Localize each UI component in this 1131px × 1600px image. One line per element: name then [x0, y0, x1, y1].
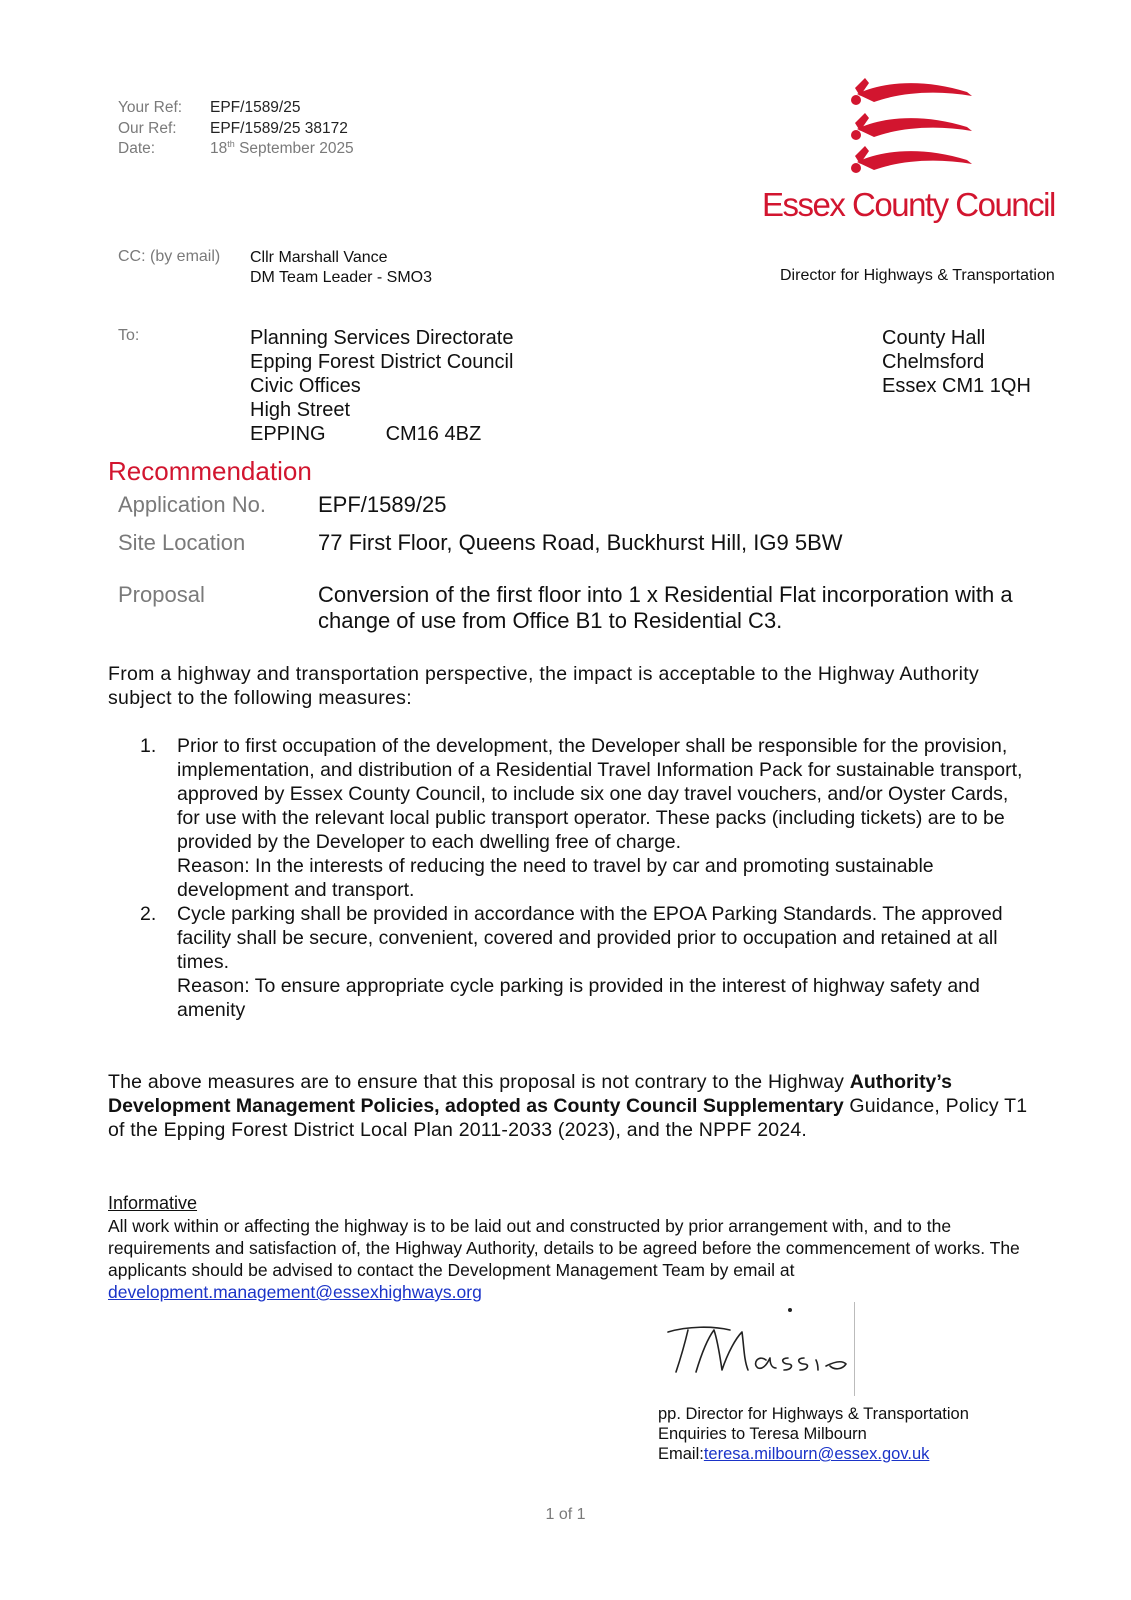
list-item: [140, 902, 1040, 1022]
director-heading: Director for Highways & Transportation: [780, 267, 1055, 284]
measure-number: 2.: [140, 903, 157, 925]
site-location: 77 First Floor, Queens Road, Buckhurst Hill, IG9 5BW: [318, 530, 843, 555]
measure-number: 1.: [140, 735, 157, 757]
date-suffix: th: [227, 138, 235, 149]
address-town-line: [250, 422, 513, 446]
to-label: To:: [118, 327, 140, 344]
measure-text: Cycle parking shall be provided in accordance with the EPOA Parking Standards. The approved facility shall be secure, convenient, covered and provided prior to occupation and retained at all times.: [177, 903, 1003, 973]
page-number: 1 of 1: [545, 1506, 586, 1523]
cc-label: CC: (by email): [118, 248, 221, 265]
conclusion-part1: The above measures are to ensure that this proposal is not contrary to the Highway: [108, 1071, 850, 1093]
signature-block: [658, 1404, 969, 1464]
intro-paragraph: From a highway and transportation perspective, the impact is acceptable to the Highway Authority subject to the following measures:: [108, 663, 979, 709]
sender-address-line: Chelmsford: [882, 351, 985, 373]
cc-recipients: [250, 248, 432, 288]
measure-reason: Reason: In the interests of reducing the need to travel by car and promoting sustainable development and transport.: [177, 855, 934, 901]
our-ref-value: EPF/1589/25 38172: [210, 119, 348, 137]
application-row: [118, 492, 1048, 530]
essex-county-council-logo: [762, 74, 1092, 234]
list-item: [140, 734, 1040, 902]
date-label: Date:: [118, 140, 156, 157]
three-seaxes-icon: [762, 74, 1092, 184]
sender-address: [882, 326, 1031, 398]
application-number: EPF/1589/25: [318, 492, 447, 517]
date-row: [118, 139, 354, 160]
measure-reason: Reason: To ensure appropriate cycle parking is provided in the interest of highway safety and amenity: [177, 975, 980, 1021]
conclusion-bold: Authority’s Development Management Policies, adopted as County Council Supplementary: [108, 1071, 952, 1117]
date-month-year: September 2025: [234, 140, 354, 157]
application-details: [118, 492, 1048, 634]
our-ref-row: [118, 119, 354, 140]
email-label: Email:: [658, 1445, 704, 1463]
site-row: [118, 530, 1048, 582]
your-ref-row: [118, 98, 354, 119]
measure-text: Prior to first occupation of the development, the Developer shall be responsible for the provision, implementation, and distribution of a Residential Travel Information Pack for sustainable transport, approved by Essex County Council, to include six one day travel vouchers, and/or Oyster Cards, for use with the relevant local public transport operator. These packs (including tickets) are to be provided by the Developer to each dwelling free of charge.: [177, 735, 1023, 853]
cc-recipient: DM Team Leader - SMO3: [250, 269, 432, 286]
development-management-email-link[interactable]: development.management@essexhighways.org: [108, 1282, 482, 1302]
signature-enquiries: Enquiries to Teresa Milbourn: [658, 1425, 867, 1443]
proposal-label: Proposal: [118, 582, 205, 607]
informative-body: [108, 1215, 1038, 1303]
recipient-address: [250, 326, 513, 446]
address-postcode: CM16 4BZ: [385, 423, 482, 445]
teresa-email-link[interactable]: teresa.milbourn@essex.gov.uk: [703, 1445, 930, 1463]
application-label: Application No.: [118, 492, 266, 517]
address-line: Epping Forest District Council: [250, 351, 514, 373]
date-day: 18: [210, 140, 228, 157]
recommendation-title: Recommendation: [108, 456, 312, 486]
address-line: High Street: [250, 399, 351, 421]
informative-title: Informative: [108, 1193, 198, 1213]
signature: [658, 1302, 855, 1396]
logo-text: Essex County Council: [762, 186, 1055, 223]
measure-content: [177, 734, 1027, 902]
conclusion-paragraph: [108, 1070, 1028, 1142]
your-ref-value: EPF/1589/25: [210, 99, 301, 116]
address-line: Civic Offices: [250, 375, 361, 397]
sender-address-line: Essex CM1 1QH: [882, 375, 1031, 397]
address-line: Planning Services Directorate: [250, 327, 514, 349]
reference-block: [118, 98, 354, 160]
signature-email-line: [658, 1444, 969, 1464]
proposal-row: [118, 582, 1048, 634]
site-label: Site Location: [118, 530, 246, 555]
our-ref-label: Our Ref:: [118, 119, 177, 137]
informative-text: All work within or affecting the highway is to be laid out and constructed by prior arrangement with, and to the requirements and satisfaction of, the Highway Authority, details to be agreed before the commencement of works. The applicants should be advised to contact the Development Management Team by email at: [108, 1216, 1020, 1280]
your-ref-label: Your Ref:: [118, 99, 183, 116]
handwritten-signature: [658, 1302, 854, 1396]
sender-address-line: County Hall: [882, 327, 986, 349]
conclusion-part2: Guidance, Policy T1 of the Epping Forest District Local Plan 2011-2033 (2023), and the NPPF 2024.: [108, 1095, 1028, 1141]
proposal-text: Conversion of the first floor into 1 x Residential Flat incorporation with a change of use from Office B1 to Residential C3.: [318, 582, 1013, 633]
signature-pp-line: pp. Director for Highways & Transportation: [658, 1405, 969, 1423]
address-town: EPPING: [250, 423, 326, 445]
date-value: [210, 139, 354, 160]
measure-content: [177, 902, 1027, 1022]
measures-list: [140, 734, 1040, 1022]
cc-recipient: Cllr Marshall Vance: [250, 249, 388, 266]
